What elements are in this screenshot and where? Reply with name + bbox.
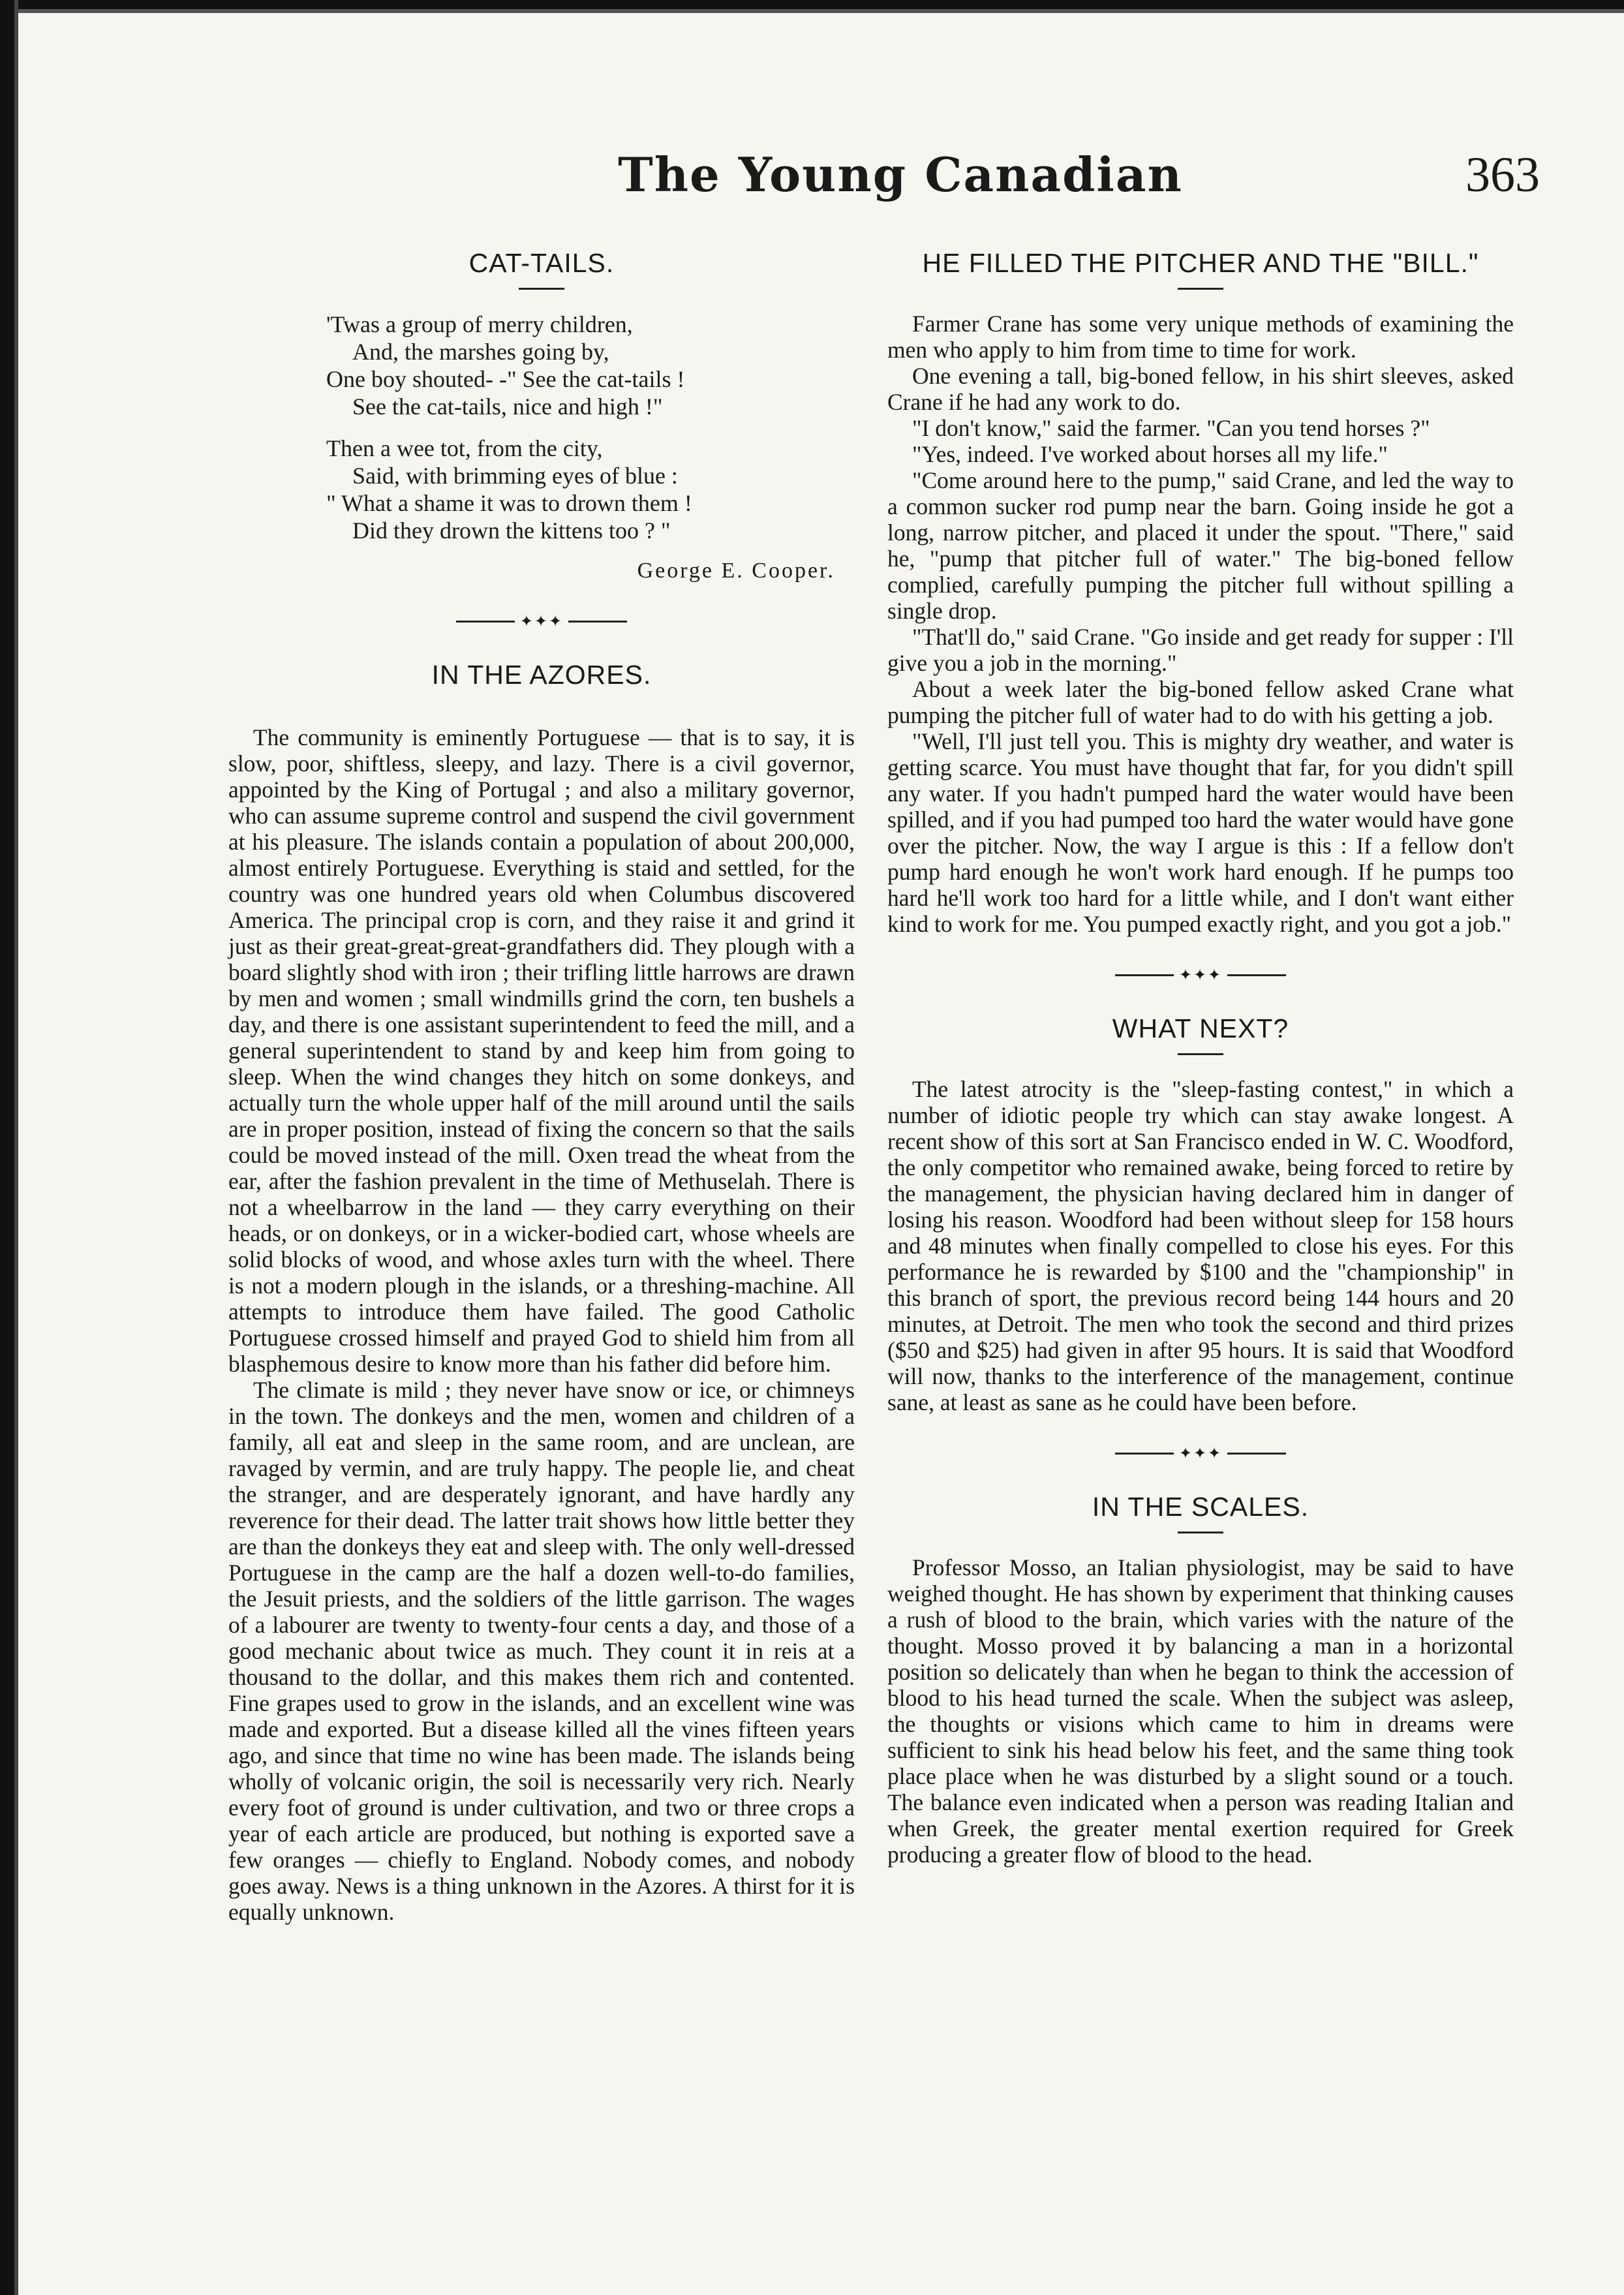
- scan-edge-left-shadow: [14, 0, 18, 2295]
- article-heading: HE FILLED THE PITCHER AND THE "BILL.": [922, 248, 1479, 278]
- poem-line: Said, with brimming eyes of blue :: [352, 463, 678, 489]
- scan-edge-top: [0, 0, 1624, 9]
- scan-edge-top-shadow: [0, 9, 1624, 13]
- right-column: [887, 248, 1514, 1868]
- heading-rule: [1178, 1532, 1223, 1533]
- poem-line: 'Twas a group of merry children,: [326, 311, 633, 337]
- section-divider: ✦✦✦: [887, 966, 1514, 985]
- heading-rule: [1178, 1053, 1223, 1055]
- article-heading: WHAT NEXT?: [1112, 1013, 1289, 1043]
- article-paragraph: The community is eminently Portuguese — that is to say, it is slow, poor, shiftless, sleepy, and lazy. There is a civil governor, appointed by the King of Portugal ; and also a military governor, who can assume supreme control and suspend the civil government at his pleasure. The islands contain a population of about 200,000, almost entirely Portuguese. Everything is staid and settled, for the country was one hundred years old when Columbus discovered America. The principal crop is corn, and they raise it and grind it just as their great-great-great-grandfathers did. They plough with a board slightly shod with iron ; their trifling little harrows are drawn by men and women ; small windmills grind the corn, ten bushels a day, and there is one assistant superintendent to feed the mill, and a general superintendent to stand by and keep him from going to sleep. When the wind changes they hitch on some donkeys, and actually turn the whole upper half of the mill around until the sails are in proper position, instead of fixing the concern so that the sails could be moved instead of the mill. Oxen tread the wheat from the ear, after the fashion prevalent in the time of Methuselah. There is not a wheelbarrow in the land — they carry everything on their heads, or on donkeys, or in a wicker-bodied cart, whose wheels are solid blocks of wood, and whose axles turn with the wheel. There is not a modern plough in the islands, or a threshing-machine. All attempts to introduce them have failed. The good Catholic Portuguese crossed himself and prayed God to shield him from all blasphemous desire to know more than his father did before him.: [228, 724, 855, 1377]
- article-what-next: [887, 1013, 1514, 1415]
- article-paragraph: One evening a tall, big-boned fellow, in his shirt sleeves, asked Crane if he had any work to do.: [887, 363, 1514, 415]
- poem-line: Did they drown the kittens too ? ": [352, 517, 671, 544]
- section-divider: ✦✦✦: [887, 1444, 1514, 1463]
- article-cat-tails: [228, 248, 855, 583]
- poem-line: See the cat-tails, nice and high !": [352, 393, 663, 420]
- heading-rule: [519, 288, 564, 290]
- article-paragraph: "I don't know," said the farmer. "Can you tend horses ?": [912, 415, 1430, 441]
- article-scales: [887, 1492, 1514, 1868]
- article-paragraph: The climate is mild ; they never have snow or ice, or chimneys in the town. The donkeys and the men, women and children of a family, all eat and sleep in the same room, and are unclean, are ravaged by vermin, and are truly happy. The people lie, and cheat the stranger, and are desperately ignorant, and have hardly any reverence for their dead. The latter trait shows how little better they are than the donkeys they eat and sleep with. The only well-dressed Portuguese in the camp are the half a dozen well-to-do families, the Jesuit priests, and the soldiers of the little garrison. The wages of a labourer are twenty to twenty-four cents a day, and those of a good mechanic about twice as much. They count it in reis at a thousand to the dollar, and this makes them rich and contented. Fine grapes used to grow in the islands, and an excellent wine was made and exported. But a disease killed all the vines fifteen years ago, and since that time no wine has been made. The islands being wholly of volcanic origin, the soil is necessarily very rich. Nearly every foot of ground is under cultivation, and two or three crops a year of each article are produced, but nothing is exported save a few oranges — chiefly to England. Nobody comes, and nobody goes away. News is a thing unknown in the Azores. A thirst for it is equally unknown.: [228, 1377, 855, 1925]
- article-heading: IN THE AZORES.: [431, 660, 652, 690]
- article-pitcher: [887, 248, 1514, 937]
- article-heading: CAT-TAILS.: [468, 248, 615, 278]
- article-paragraph: The latest atrocity is the "sleep-fasting contest," in which a number of idiotic people try which can stay awake longest. A recent show of this sort at San Francisco ended in W. C. Woodford, the only competitor who remained awake, being forced to retire by the management, the physician having declared him in danger of losing his reason. Woodford had been without sleep for 158 hours and 48 minutes when finally compelled to close his eyes. For this performance he is rewarded by $100 and the "championship" in this branch of sport, the previous record being 144 hours and 20 minutes, at Detroit. The men who took the second and third prizes ($50 and $25) had given in after 95 hours. It is said that Woodford will now, thanks to the interference of the management, continue sane, at least as sane as he could have been before.: [887, 1076, 1514, 1415]
- left-column: [228, 248, 855, 1925]
- page-header: [261, 147, 1540, 219]
- poem-line: One boy shouted- -" See the cat-tails !: [326, 366, 685, 392]
- poem-stanza: [326, 435, 855, 544]
- poem-author: George E. Cooper.: [637, 559, 835, 583]
- scan-edge-left: [0, 0, 14, 2295]
- section-divider: ✦✦✦: [228, 612, 855, 631]
- article-paragraph: "Come around here to the pump," said Crane, and led the way to a common sucker rod pump near the barn. Going inside he got a long, narrow pitcher, and placed it under the spout. "There," said he, "pump that pitcher full of water." The big-boned fellow complied, carefully pumping the pitcher full without spilling a single drop.: [887, 467, 1514, 624]
- poem-line: " What a shame it was to drown them !: [326, 490, 692, 516]
- page-number: 363: [1465, 147, 1540, 202]
- article-paragraph: Farmer Crane has some very unique methods of examining the men who apply to him from time to time for work.: [887, 311, 1514, 363]
- article-paragraph: "Well, I'll just tell you. This is mighty dry weather, and water is getting scarce. You must have thought that far, for you didn't spill any water. If you hadn't pumped hard the water would have been spilled, and if you had pumped too hard the water would have gone over the pitcher. Now, the way I argue is this : If a fellow don't pump hard enough he won't work hard enough. If he pumps too hard he'll work too hard for a little while, and I don't want either kind to work for me. You pumped exactly right, and you got a job.": [887, 728, 1514, 937]
- article-paragraph: Professor Mosso, an Italian physiologist, may be said to have weighed thought. He has shown by experiment that thinking causes a rush of blood to the brain, which varies with the nature of the thought. Mosso proved it by balancing a man in a horizontal position so delicately than when he began to think the accession of blood to his head turned the scale. When the subject was asleep, the thoughts or visions which came to him in dreams were sufficient to sink his head below his feet, and the same thing took place place when he was disturbed by a slight sound or a touch. The balance even indicated when a person was reading Italian and when Greek, the greater mental exertion required for Greek producing a greater flow of blood to the head.: [887, 1554, 1514, 1868]
- article-azores: [228, 660, 855, 1925]
- article-heading: IN THE SCALES.: [1092, 1492, 1310, 1522]
- poem-stanza: [326, 311, 855, 420]
- article-paragraph: "Yes, indeed. I've worked about horses all my life.": [912, 441, 1388, 467]
- article-paragraph: "That'll do," said Crane. "Go inside and get ready for supper : I'll give you a job in the morning.": [887, 624, 1514, 676]
- poem-line: Then a wee tot, from the city,: [326, 435, 603, 461]
- poem: [326, 311, 855, 544]
- masthead-title: The Young Canadian: [618, 147, 1183, 202]
- poem-line: And, the marshes going by,: [352, 339, 609, 365]
- article-paragraph: About a week later the big-boned fellow asked Crane what pumping the pitcher full of water had to do with his getting a job.: [887, 676, 1514, 728]
- heading-rule: [1178, 288, 1223, 290]
